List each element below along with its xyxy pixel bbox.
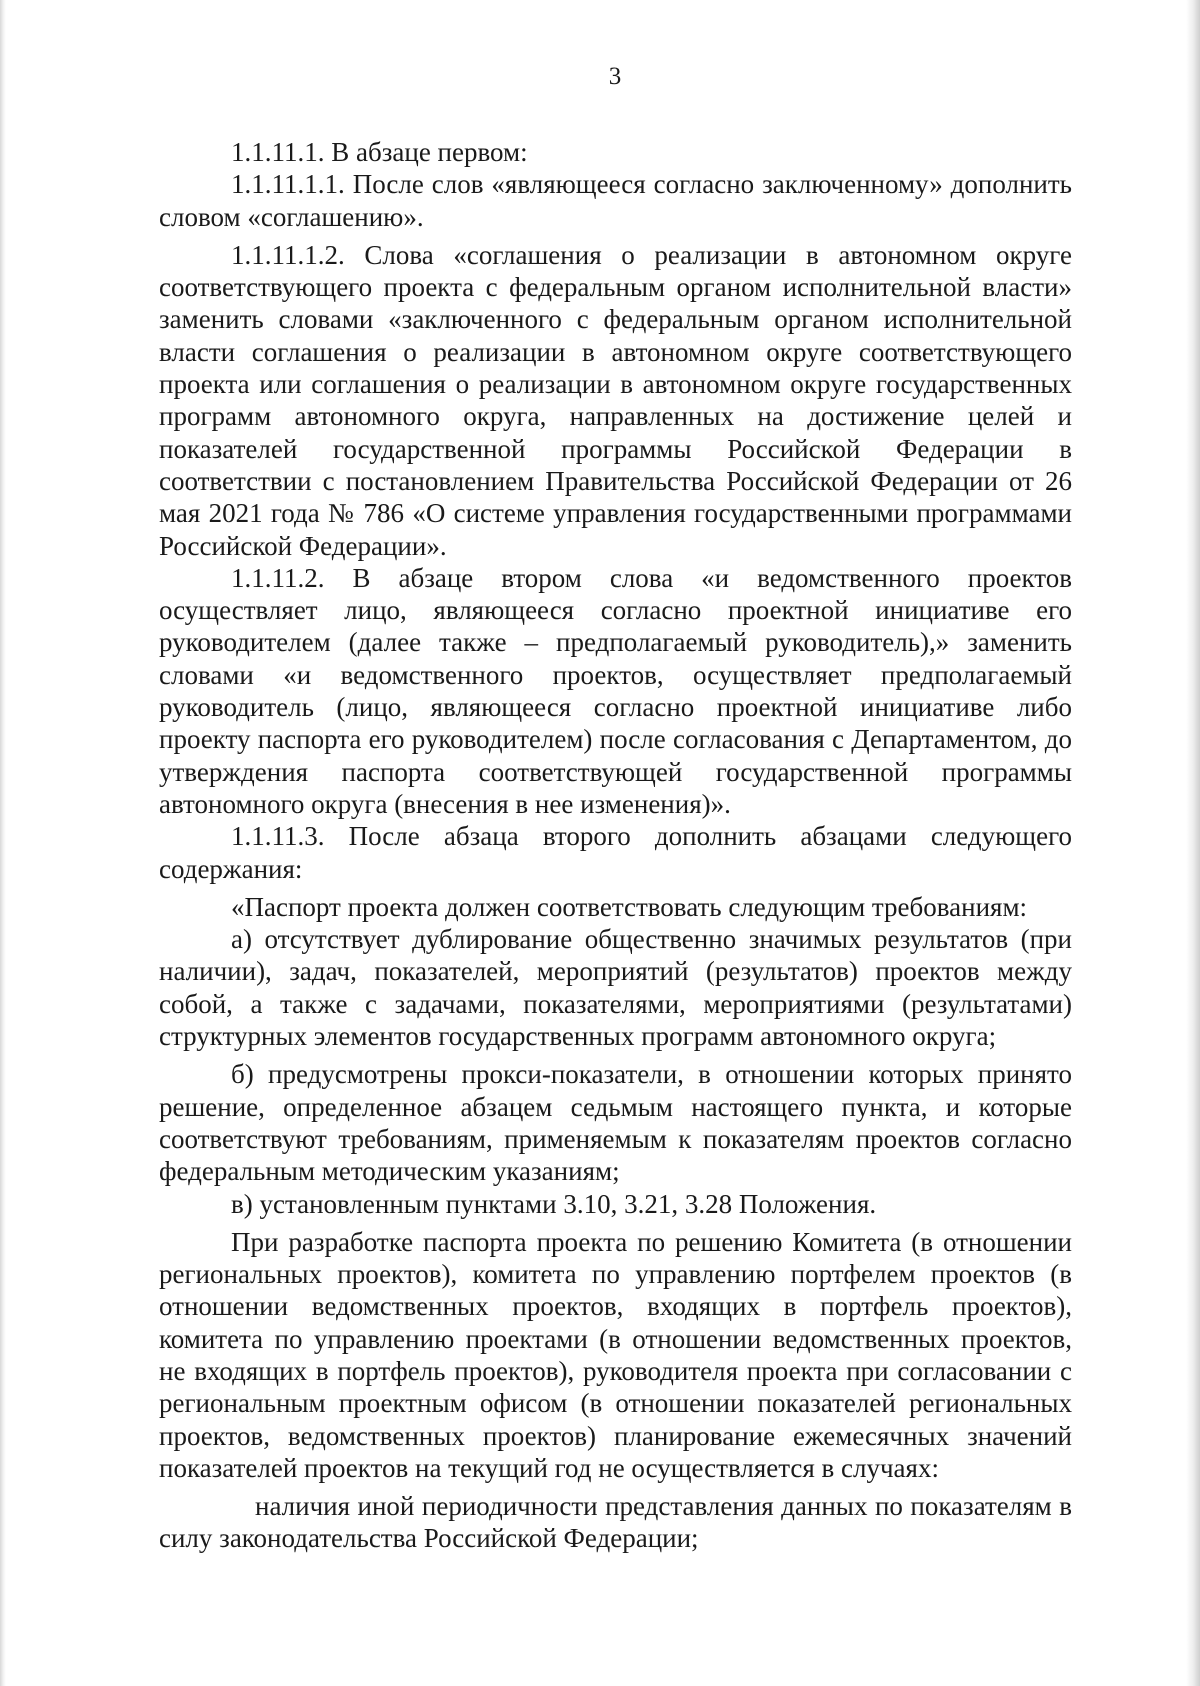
document-body	[159, 136, 1072, 1555]
paragraph: 1.1.11.3. После абзаца второго дополнить абзацами следующего содержания:	[159, 821, 1072, 884]
page-number: 3	[608, 63, 622, 90]
paragraph: наличия иной периодичности представления данных по показателям в силу законодательства Российской Федерации;	[159, 1491, 1072, 1554]
paragraph: б) предусмотрены прокси-показатели, в отношении которых принято решение, определенное абзацем седьмым настоящего пункта, и которые соответствуют требованиям, применяемым к показателям проектов согласно федеральным методическим указаниям;	[159, 1059, 1072, 1187]
scan-edge-left	[0, 0, 6, 1686]
paragraph: 1.1.11.2. В абзаце втором слова «и ведомственного проектов осуществляет лицо, являющееся согласно проектной инициативе его руководителем (далее также – предполагаемый руководитель),» заменить словами «и ведомственного проектов, осуществляет предполагаемый руководитель (лицо, являющееся согласно проектной инициативе либо проекту паспорта его руководителем) после согласования с Департаментом, до утверждения паспорта соответствующей государственной программы автономного округа (внесения в нее изменения)».	[159, 562, 1072, 819]
paragraph: 1.1.11.1. В абзаце первом:	[231, 137, 528, 167]
paragraph: 1.1.11.1.2. Слова «соглашения о реализации в автономном округе соответствующего проекта с федеральным органом исполнительной власти» заменить словами «заключенного с федеральным органом исполнительной власти соглашения о реализации в автономном округе соответствующего проекта или соглашения о реализации в автономном округе государственных программ автономного округа, направленных на достижение целей и показателей государственной программы Российской Федерации в соответствии с постановлением Правительства Российской Федерации от 26 мая 2021 года № 786 «О системе управления государственными программами Российской Федерации».	[159, 239, 1072, 561]
paragraph: в) установленным пунктами 3.10, 3.21, 3.28 Положения.	[231, 1188, 877, 1219]
paragraph: При разработке паспорта проекта по решению Комитета (в отношении региональных проектов), комитета по управлению портфелем проектов (в отношении ведомственных проектов, входящих в портфель проектов), комитета по управлению проектами (в отношении ведомственных проектов, не входящих в портфель проектов), руководителя проекта при согласовании с региональным проектным офисом (в отношении показателей региональных проектов, ведомственных проектов) планирование ежемесячных значений показателей проектов на текущий год не осуществляется в случаях:	[159, 1226, 1072, 1483]
paragraph: «Паспорт проекта должен соответствовать следующим требованиям:	[231, 891, 1028, 922]
scan-edge-right	[1186, 0, 1200, 1686]
paragraph: 1.1.11.1.1. После слов «являющееся согласно заключенному» дополнить словом «соглашению».	[159, 169, 1072, 232]
paragraph: а) отсутствует дублирование общественно значимых результатов (при наличии), задач, показателей, мероприятий (результатов) проектов между собой, а также с задачами, показателями, мероприятиями (результатами) структурных элементов государственных программ автономного округа;	[159, 924, 1072, 1052]
